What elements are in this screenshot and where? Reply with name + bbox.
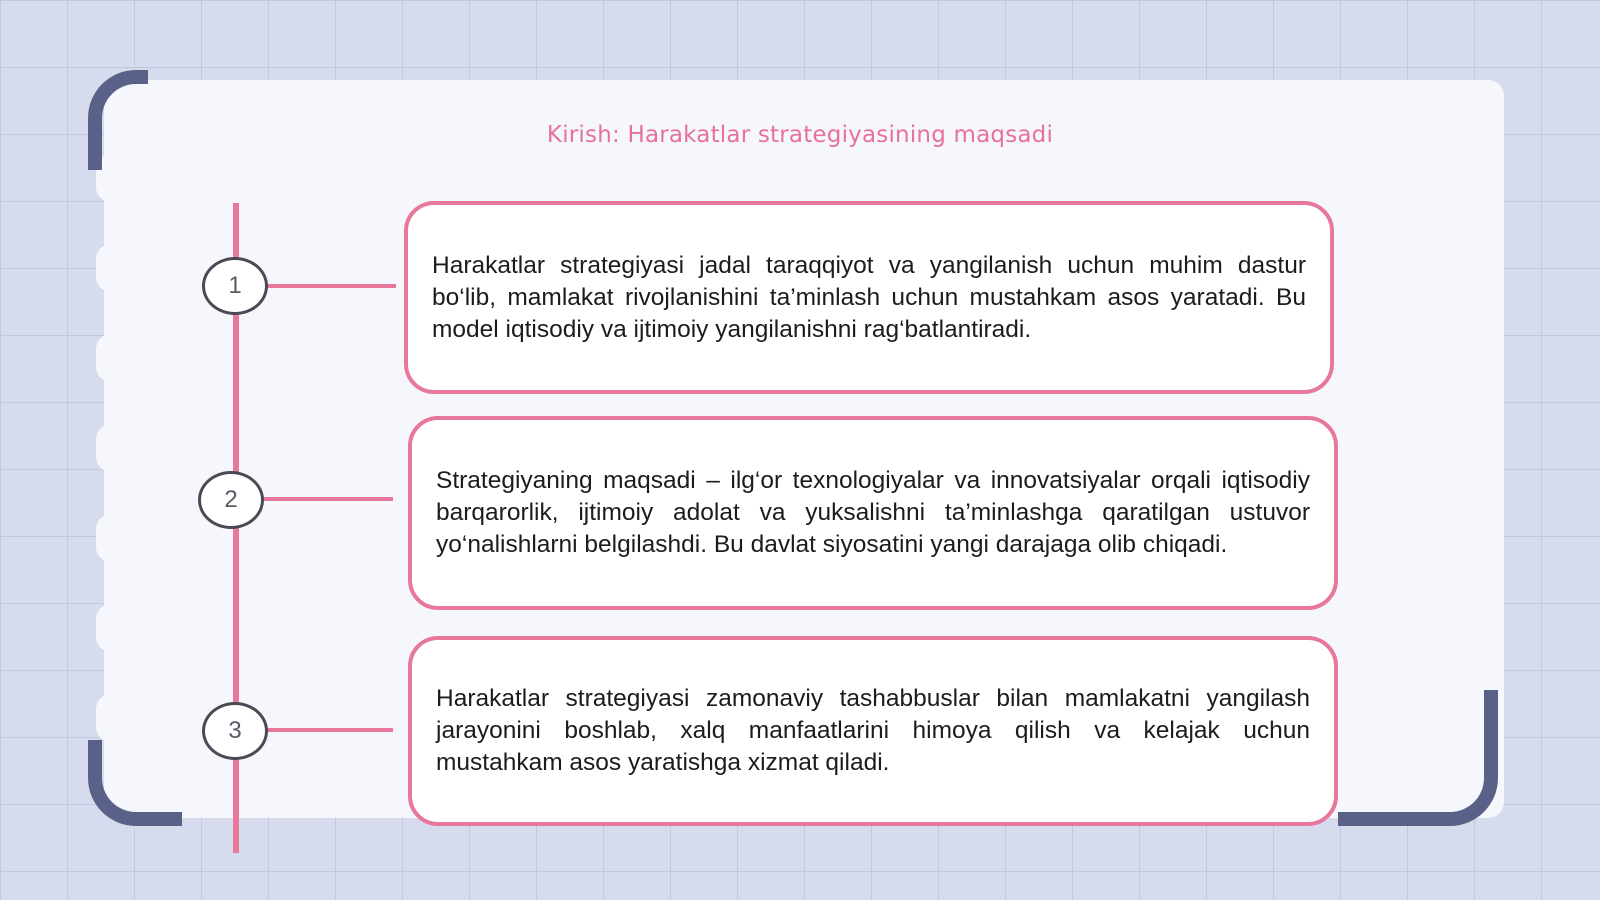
frame-corner-bottom-right	[1338, 690, 1498, 826]
content-text-1: Harakatlar strategiyasi jadal taraqqiyot va yangilanish uchun muhim dastur bo‘lib, mamlakat rivojlanishini ta’minlash uchun mustahkam asos yaratadi. Bu model iqtisodiy va ijtimoiy yangilanishni rag‘batlantiradi.	[432, 251, 1306, 343]
content-text-2: Strategiyaning maqsadi – ilg‘or texnologiyalar va innovatsiyalar orqali iqtisodiy barqarorlik, ijtimoiy adolat va yuksalishni ta’minlashga qaratilgan ustuvor yo‘nalishlarni belgilashdi. Bu davlat siyosatini yangi darajaga olib chiqadi.	[436, 467, 1310, 558]
frame-corner-top-left	[88, 70, 148, 170]
step-number-3: 3	[202, 702, 268, 760]
card-scallop	[96, 424, 126, 472]
card-scallop	[96, 694, 126, 742]
content-box-1	[404, 201, 1334, 394]
card-scallop	[96, 244, 126, 292]
content-box-3	[408, 636, 1338, 826]
content-text-3: Harakatlar strategiyasi zamonaviy tashabbuslar bilan mamlakatni yangilash jarayonini boshlab, xalq manfaatlarini himoya qilish va kelajak uchun mustahkam asos yaratishga xizmat qiladi.	[436, 685, 1310, 776]
frame-corner-bottom-left	[88, 740, 182, 826]
timeline-connector-2	[262, 497, 393, 501]
timeline-connector-1	[266, 284, 396, 288]
card-scallop	[96, 604, 126, 652]
step-number-1: 1	[202, 257, 268, 315]
slide-title: Kirish: Harakatlar strategiyasining maqsadi	[546, 122, 1054, 148]
content-box-2	[408, 416, 1338, 610]
card-scallop	[96, 514, 126, 562]
card-scallop	[96, 334, 126, 382]
timeline-connector-3	[266, 728, 393, 732]
step-number-2: 2	[198, 471, 264, 529]
